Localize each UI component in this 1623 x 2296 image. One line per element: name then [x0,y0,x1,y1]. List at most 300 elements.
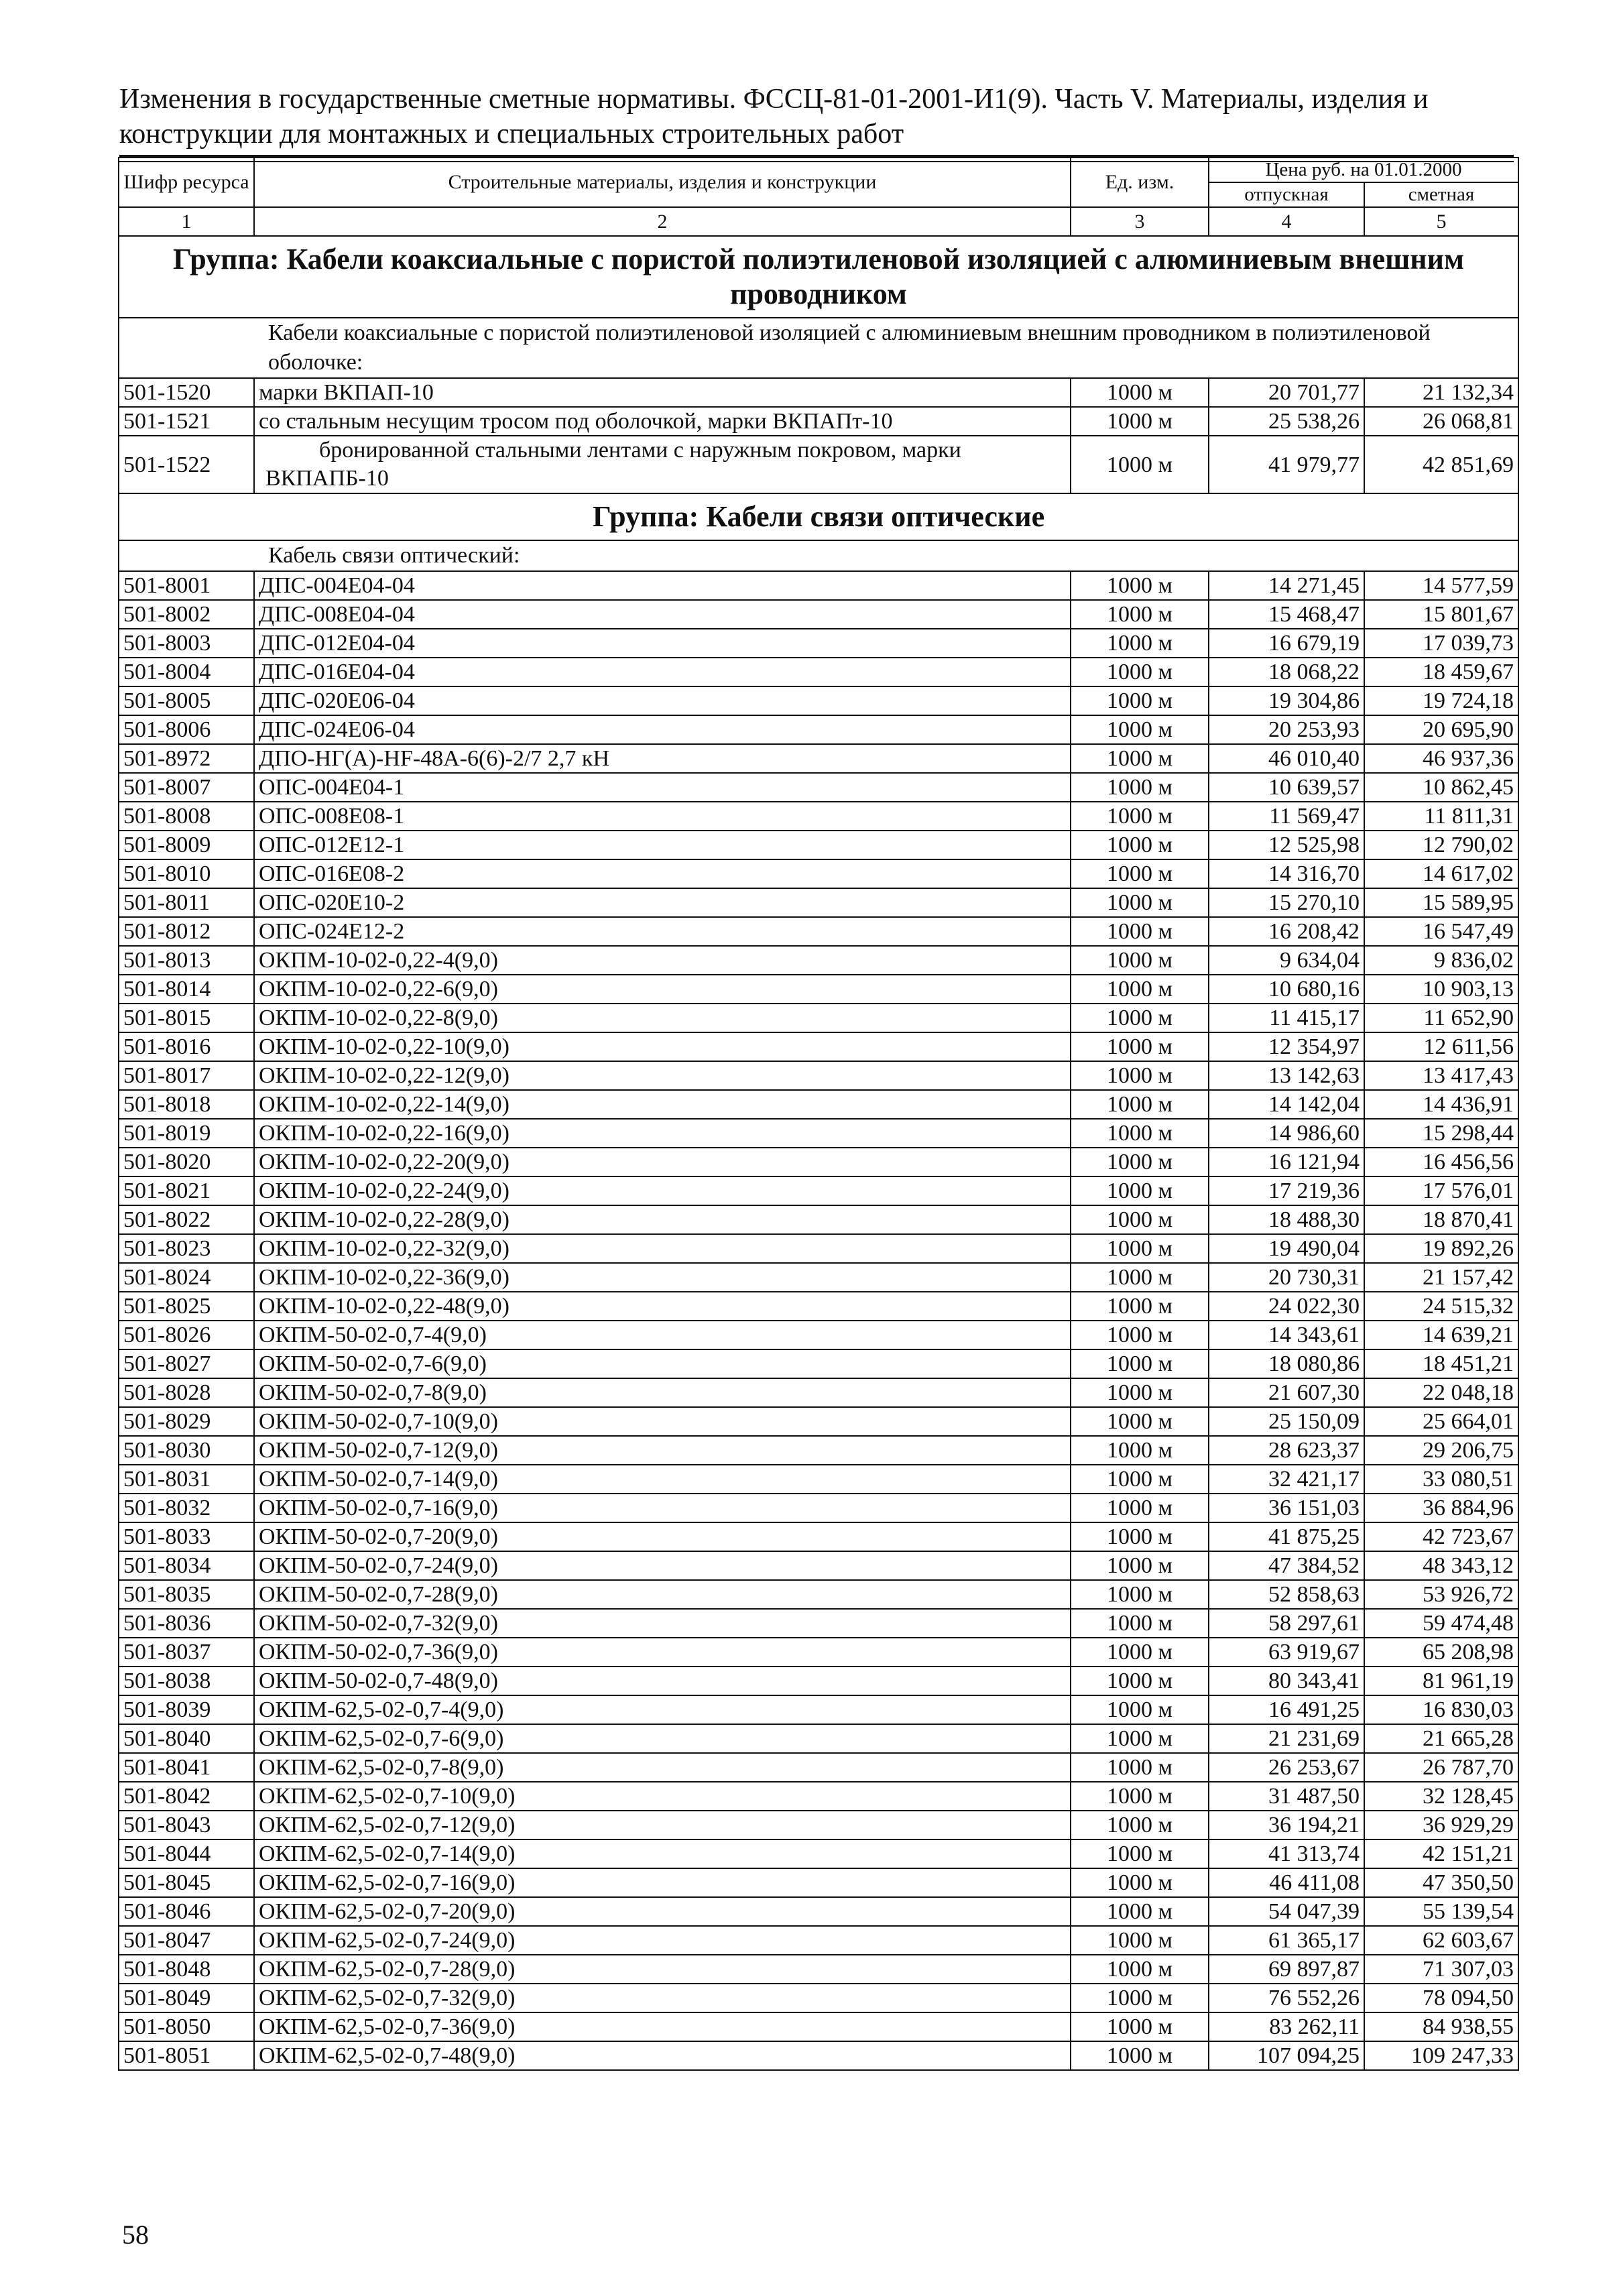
page-number: 58 [122,2220,149,2250]
group-row [119,236,1518,318]
column-number: 5 [1364,207,1518,236]
resource-code: 501-8018 [119,1090,254,1119]
group-description: Кабель связи оптический: [119,540,1518,571]
unit: 1000 м [1071,600,1209,629]
header-price-estimate: сметная [1364,182,1518,207]
unit: 1000 м [1071,1436,1209,1465]
material-name: ОКПМ-10-02-0,22-36(9,0) [254,1263,1071,1292]
table-row [119,1753,1518,1782]
price-estimate: 19 892,26 [1364,1234,1518,1263]
price-estimate: 18 459,67 [1364,658,1518,686]
resource-code: 501-8016 [119,1032,254,1061]
unit: 1000 м [1071,686,1209,715]
price-estimate: 36 884,96 [1364,1494,1518,1522]
price-release: 21 231,69 [1209,1724,1364,1753]
price-estimate: 10 862,45 [1364,773,1518,802]
material-name: ОКПМ-50-02-0,7-8(9,0) [254,1378,1071,1407]
material-name: ОКПМ-62,5-02-0,7-20(9,0) [254,1897,1071,1926]
resource-code: 501-8042 [119,1782,254,1811]
unit: 1000 м [1071,975,1209,1004]
price-release: 18 080,86 [1209,1349,1364,1378]
resource-code: 501-8022 [119,1205,254,1234]
material-name: ОПС-024Е12-2 [254,917,1071,946]
price-release: 41 979,77 [1209,436,1364,493]
unit: 1000 м [1071,946,1209,975]
unit: 1000 м [1071,1926,1209,1955]
price-release: 13 142,63 [1209,1061,1364,1090]
unit: 1000 м [1071,1148,1209,1176]
price-release: 31 487,50 [1209,1782,1364,1811]
material-name: ОКПМ-50-02-0,7-28(9,0) [254,1580,1071,1609]
price-estimate: 15 298,44 [1364,1119,1518,1148]
unit: 1000 м [1071,1897,1209,1926]
table-row [119,1638,1518,1667]
price-estimate: 18 451,21 [1364,1349,1518,1378]
resource-code: 501-8037 [119,1638,254,1667]
unit: 1000 м [1071,1753,1209,1782]
table-row [119,1378,1518,1407]
price-estimate: 36 929,29 [1364,1811,1518,1839]
price-release: 26 253,67 [1209,1753,1364,1782]
price-release: 52 858,63 [1209,1580,1364,1609]
price-estimate: 21 132,34 [1364,378,1518,407]
material-name: ОКПМ-10-02-0,22-48(9,0) [254,1292,1071,1321]
price-estimate: 9 836,02 [1364,946,1518,975]
resource-code: 501-8028 [119,1378,254,1407]
price-estimate: 71 307,03 [1364,1955,1518,1984]
unit: 1000 м [1071,1724,1209,1753]
table-row [119,1984,1518,2012]
header-code: Шифр ресурса [119,158,254,207]
group-description: Кабели коаксиальные с пористой полиэтиленовой изоляцией с алюминиевым внешним проводником в полиэтиленовой оболочке: [119,318,1518,378]
price-estimate: 25 664,01 [1364,1407,1518,1436]
resource-code: 501-8040 [119,1724,254,1753]
price-release: 18 068,22 [1209,658,1364,686]
resource-code: 501-8024 [119,1263,254,1292]
price-release: 15 468,47 [1209,600,1364,629]
resource-code: 501-8021 [119,1176,254,1205]
resource-code: 501-8020 [119,1148,254,1176]
resource-code: 501-8045 [119,1868,254,1897]
price-estimate: 14 639,21 [1364,1321,1518,1349]
resource-code: 501-8027 [119,1349,254,1378]
price-release: 107 094,25 [1209,2041,1364,2070]
header-price-release: отпускная [1209,182,1364,207]
price-release: 12 354,97 [1209,1032,1364,1061]
material-name: ОКПМ-50-02-0,7-16(9,0) [254,1494,1071,1522]
material-name: ОКПМ-62,5-02-0,7-10(9,0) [254,1782,1071,1811]
table-row [119,571,1518,600]
material-name: ОКПМ-50-02-0,7-24(9,0) [254,1551,1071,1580]
page-header [119,82,1514,152]
material-name: ДПС-016Е04-04 [254,658,1071,686]
material-name: ОПС-008Е08-1 [254,802,1071,831]
price-release: 20 253,93 [1209,715,1364,744]
unit: 1000 м [1071,1004,1209,1032]
price-release: 61 365,17 [1209,1926,1364,1955]
unit: 1000 м [1071,1782,1209,1811]
resource-code: 501-8029 [119,1407,254,1436]
price-estimate: 42 723,67 [1364,1522,1518,1551]
unit: 1000 м [1071,407,1209,436]
price-estimate: 20 695,90 [1364,715,1518,744]
table-row [119,600,1518,629]
unit: 1000 м [1071,888,1209,917]
resource-code: 501-8013 [119,946,254,975]
table-body [119,236,1518,2070]
unit: 1000 м [1071,1839,1209,1868]
table-row [119,2012,1518,2041]
table-row [119,1292,1518,1321]
price-estimate: 29 206,75 [1364,1436,1518,1465]
material-name: ОКПМ-62,5-02-0,7-12(9,0) [254,1811,1071,1839]
material-name: ОКПМ-62,5-02-0,7-6(9,0) [254,1724,1071,1753]
resource-code: 501-8030 [119,1436,254,1465]
material-name: ДПС-008Е04-04 [254,600,1071,629]
unit: 1000 м [1071,1667,1209,1695]
resource-code: 501-8046 [119,1897,254,1926]
material-name: ОКПМ-10-02-0,22-4(9,0) [254,946,1071,975]
unit: 1000 м [1071,715,1209,744]
table-row [119,744,1518,773]
table-row [119,1926,1518,1955]
material-name: ДПО-НГ(А)-HF-48А-6(6)-2/7 2,7 кН [254,744,1071,773]
unit: 1000 м [1071,1349,1209,1378]
table-row [119,1609,1518,1638]
price-estimate: 81 961,19 [1364,1667,1518,1695]
resource-code: 501-1522 [119,436,254,493]
table-row [119,1839,1518,1868]
table-row [119,975,1518,1004]
material-name: ОКПМ-62,5-02-0,7-28(9,0) [254,1955,1071,1984]
price-release: 25 538,26 [1209,407,1364,436]
price-estimate: 12 790,02 [1364,831,1518,859]
unit: 1000 м [1071,773,1209,802]
material-name: ОКПМ-62,5-02-0,7-8(9,0) [254,1753,1071,1782]
table-row [119,1090,1518,1119]
price-release: 24 022,30 [1209,1292,1364,1321]
price-release: 80 343,41 [1209,1667,1364,1695]
unit: 1000 м [1071,1868,1209,1897]
price-estimate: 19 724,18 [1364,686,1518,715]
resource-code: 501-8972 [119,744,254,773]
material-name: бронированной стальными лентами с наружным покровом, марки ВКПАПБ-10 [254,436,1071,493]
price-estimate: 18 870,41 [1364,1205,1518,1234]
resource-code: 501-1520 [119,378,254,407]
table-row [119,1897,1518,1926]
resource-code: 501-8019 [119,1119,254,1148]
material-name: ОКПМ-50-02-0,7-10(9,0) [254,1407,1071,1436]
material-name: со стальным несущим тросом под оболочкой, марки ВКПАПт-10 [254,407,1071,436]
table-row [119,888,1518,917]
unit: 1000 м [1071,658,1209,686]
price-estimate: 46 937,36 [1364,744,1518,773]
resource-code: 501-8017 [119,1061,254,1090]
table-row [119,1321,1518,1349]
table-row [119,1782,1518,1811]
table-row [119,1176,1518,1205]
material-name: ОПС-012Е12-1 [254,831,1071,859]
resource-code: 501-8012 [119,917,254,946]
material-name: ОКПМ-10-02-0,22-6(9,0) [254,975,1071,1004]
price-release: 14 316,70 [1209,859,1364,888]
price-estimate: 11 652,90 [1364,1004,1518,1032]
price-release: 14 986,60 [1209,1119,1364,1148]
table-row [119,1407,1518,1436]
price-release: 58 297,61 [1209,1609,1364,1638]
table-row [119,629,1518,658]
price-estimate: 17 039,73 [1364,629,1518,658]
table-row [119,715,1518,744]
price-table [118,157,1519,2071]
price-release: 9 634,04 [1209,946,1364,975]
price-release: 14 343,61 [1209,1321,1364,1349]
resource-code: 501-8002 [119,600,254,629]
unit: 1000 м [1071,1580,1209,1609]
material-name: ОКПМ-50-02-0,7-36(9,0) [254,1638,1071,1667]
group-title: Группа: Кабели коаксиальные с пористой полиэтиленовой изоляцией с алюминиевым внешним проводником [119,236,1518,318]
resource-code: 501-8005 [119,686,254,715]
unit: 1000 м [1071,1609,1209,1638]
price-estimate: 42 151,21 [1364,1839,1518,1868]
table-row [119,1868,1518,1897]
price-estimate: 13 417,43 [1364,1061,1518,1090]
price-release: 11 569,47 [1209,802,1364,831]
unit: 1000 м [1071,1263,1209,1292]
price-estimate: 21 157,42 [1364,1263,1518,1292]
price-estimate: 14 617,02 [1364,859,1518,888]
resource-code: 501-8023 [119,1234,254,1263]
price-estimate: 42 851,69 [1364,436,1518,493]
price-estimate: 84 938,55 [1364,2012,1518,2041]
unit: 1000 м [1071,1984,1209,2012]
material-name: ОКПМ-62,5-02-0,7-4(9,0) [254,1695,1071,1724]
material-name: ОКПМ-10-02-0,22-12(9,0) [254,1061,1071,1090]
price-estimate: 62 603,67 [1364,1926,1518,1955]
price-release: 83 262,11 [1209,2012,1364,2041]
resource-code: 501-8011 [119,888,254,917]
group-title: Группа: Кабели связи оптические [119,493,1518,540]
resource-code: 501-8014 [119,975,254,1004]
resource-code: 501-8036 [119,1609,254,1638]
price-release: 41 875,25 [1209,1522,1364,1551]
unit: 1000 м [1071,1407,1209,1436]
unit: 1000 м [1071,744,1209,773]
unit: 1000 м [1071,1955,1209,1984]
unit: 1000 м [1071,1090,1209,1119]
unit: 1000 м [1071,1638,1209,1667]
resource-code: 501-8044 [119,1839,254,1868]
material-name: ДПС-024Е06-04 [254,715,1071,744]
resource-code: 501-8050 [119,2012,254,2041]
material-name: ОКПМ-10-02-0,22-28(9,0) [254,1205,1071,1234]
price-estimate: 26 068,81 [1364,407,1518,436]
price-estimate: 16 547,49 [1364,917,1518,946]
price-release: 12 525,98 [1209,831,1364,859]
resource-code: 501-8025 [119,1292,254,1321]
resource-code: 501-8009 [119,831,254,859]
unit: 1000 м [1071,378,1209,407]
price-release: 41 313,74 [1209,1839,1364,1868]
price-estimate: 10 903,13 [1364,975,1518,1004]
resource-code: 501-8010 [119,859,254,888]
resource-code: 501-8048 [119,1955,254,1984]
table-row [119,1119,1518,1148]
header-name: Строительные материалы, изделия и конструкции [254,158,1071,207]
table-row [119,378,1518,407]
unit: 1000 м [1071,571,1209,600]
material-name: ОКПМ-62,5-02-0,7-32(9,0) [254,1984,1071,2012]
table-row [119,686,1518,715]
price-release: 47 384,52 [1209,1551,1364,1580]
material-name: ОПС-016Е08-2 [254,859,1071,888]
material-name: ОПС-020Е10-2 [254,888,1071,917]
price-release: 19 490,04 [1209,1234,1364,1263]
resource-code: 501-8041 [119,1753,254,1782]
material-name: ОКПМ-10-02-0,22-32(9,0) [254,1234,1071,1263]
price-release: 63 919,67 [1209,1638,1364,1667]
material-name: ОКПМ-50-02-0,7-32(9,0) [254,1609,1071,1638]
unit: 1000 м [1071,2041,1209,2070]
price-estimate: 15 589,95 [1364,888,1518,917]
material-name: ОКПМ-10-02-0,22-10(9,0) [254,1032,1071,1061]
table-row [119,1436,1518,1465]
header-line-2: конструкции для монтажных и специальных строительных работ [119,119,904,149]
price-release: 14 142,04 [1209,1090,1364,1119]
resource-code: 501-8033 [119,1522,254,1551]
table-row [119,2041,1518,2070]
price-estimate: 17 576,01 [1364,1176,1518,1205]
material-name: ОКПМ-62,5-02-0,7-24(9,0) [254,1926,1071,1955]
price-release: 36 151,03 [1209,1494,1364,1522]
unit: 1000 м [1071,1695,1209,1724]
price-release: 69 897,87 [1209,1955,1364,1984]
resource-code: 501-8047 [119,1926,254,1955]
unit: 1000 м [1071,2012,1209,2041]
resource-code: 501-8034 [119,1551,254,1580]
price-release: 16 679,19 [1209,629,1364,658]
unit: 1000 м [1071,1119,1209,1148]
price-estimate: 14 436,91 [1364,1090,1518,1119]
material-name: ДПС-012Е04-04 [254,629,1071,658]
unit: 1000 м [1071,1465,1209,1494]
price-release: 28 623,37 [1209,1436,1364,1465]
table-row [119,1148,1518,1176]
material-name: ОКПМ-50-02-0,7-20(9,0) [254,1522,1071,1551]
price-release: 10 680,16 [1209,975,1364,1004]
table-row [119,1695,1518,1724]
unit: 1000 м [1071,802,1209,831]
table-row [119,1580,1518,1609]
resource-code: 501-8003 [119,629,254,658]
resource-code: 501-8049 [119,1984,254,2012]
price-estimate: 47 350,50 [1364,1868,1518,1897]
price-estimate: 22 048,18 [1364,1378,1518,1407]
price-estimate: 14 577,59 [1364,571,1518,600]
unit: 1000 м [1071,1378,1209,1407]
price-release: 32 421,17 [1209,1465,1364,1494]
price-estimate: 53 926,72 [1364,1580,1518,1609]
resource-code: 501-8001 [119,571,254,600]
resource-code: 501-8032 [119,1494,254,1522]
unit: 1000 м [1071,1522,1209,1551]
price-estimate: 78 094,50 [1364,1984,1518,2012]
resource-code: 501-1521 [119,407,254,436]
unit: 1000 м [1071,1811,1209,1839]
price-estimate: 24 515,32 [1364,1292,1518,1321]
material-name: ОКПМ-10-02-0,22-14(9,0) [254,1090,1071,1119]
resource-code: 501-8015 [119,1004,254,1032]
unit: 1000 м [1071,1494,1209,1522]
table-row [119,1205,1518,1234]
table-row [119,1724,1518,1753]
table-row [119,917,1518,946]
resource-code: 501-8043 [119,1811,254,1839]
header-unit: Ед. изм. [1071,158,1209,207]
price-estimate: 16 456,56 [1364,1148,1518,1176]
price-release: 16 121,94 [1209,1148,1364,1176]
unit: 1000 м [1071,1205,1209,1234]
resource-code: 501-8026 [119,1321,254,1349]
price-estimate: 12 611,56 [1364,1032,1518,1061]
price-estimate: 59 474,48 [1364,1609,1518,1638]
material-name: ОКПМ-10-02-0,22-24(9,0) [254,1176,1071,1205]
price-release: 20 730,31 [1209,1263,1364,1292]
price-estimate: 15 801,67 [1364,600,1518,629]
price-estimate: 33 080,51 [1364,1465,1518,1494]
table-row [119,859,1518,888]
price-release: 11 415,17 [1209,1004,1364,1032]
resource-code: 501-8008 [119,802,254,831]
resource-code: 501-8007 [119,773,254,802]
price-estimate: 21 665,28 [1364,1724,1518,1753]
material-name: ОКПМ-62,5-02-0,7-14(9,0) [254,1839,1071,1868]
table-row [119,1263,1518,1292]
price-release: 36 194,21 [1209,1811,1364,1839]
resource-code: 501-8031 [119,1465,254,1494]
price-release: 20 701,77 [1209,378,1364,407]
resource-code: 501-8038 [119,1667,254,1695]
material-name: ОПС-004Е04-1 [254,773,1071,802]
price-release: 15 270,10 [1209,888,1364,917]
price-release: 46 010,40 [1209,744,1364,773]
unit: 1000 м [1071,1551,1209,1580]
resource-code: 501-8004 [119,658,254,686]
table-row [119,831,1518,859]
table-row [119,1061,1518,1090]
column-numbers-row [119,207,1518,236]
price-estimate: 109 247,33 [1364,2041,1518,2070]
table-row [119,1234,1518,1263]
table-row [119,1349,1518,1378]
price-estimate: 11 811,31 [1364,802,1518,831]
material-name: ОКПМ-62,5-02-0,7-48(9,0) [254,2041,1071,2070]
price-release: 76 552,26 [1209,1984,1364,2012]
unit: 1000 м [1071,1321,1209,1349]
price-estimate: 55 139,54 [1364,1897,1518,1926]
price-estimate: 26 787,70 [1364,1753,1518,1782]
price-estimate: 32 128,45 [1364,1782,1518,1811]
price-estimate: 16 830,03 [1364,1695,1518,1724]
material-name: ОКПМ-10-02-0,22-8(9,0) [254,1004,1071,1032]
material-name: ОКПМ-50-02-0,7-14(9,0) [254,1465,1071,1494]
unit: 1000 м [1071,629,1209,658]
table-row [119,1551,1518,1580]
price-release: 21 607,30 [1209,1378,1364,1407]
price-release: 16 491,25 [1209,1695,1364,1724]
table-row [119,1955,1518,1984]
table-row [119,1032,1518,1061]
